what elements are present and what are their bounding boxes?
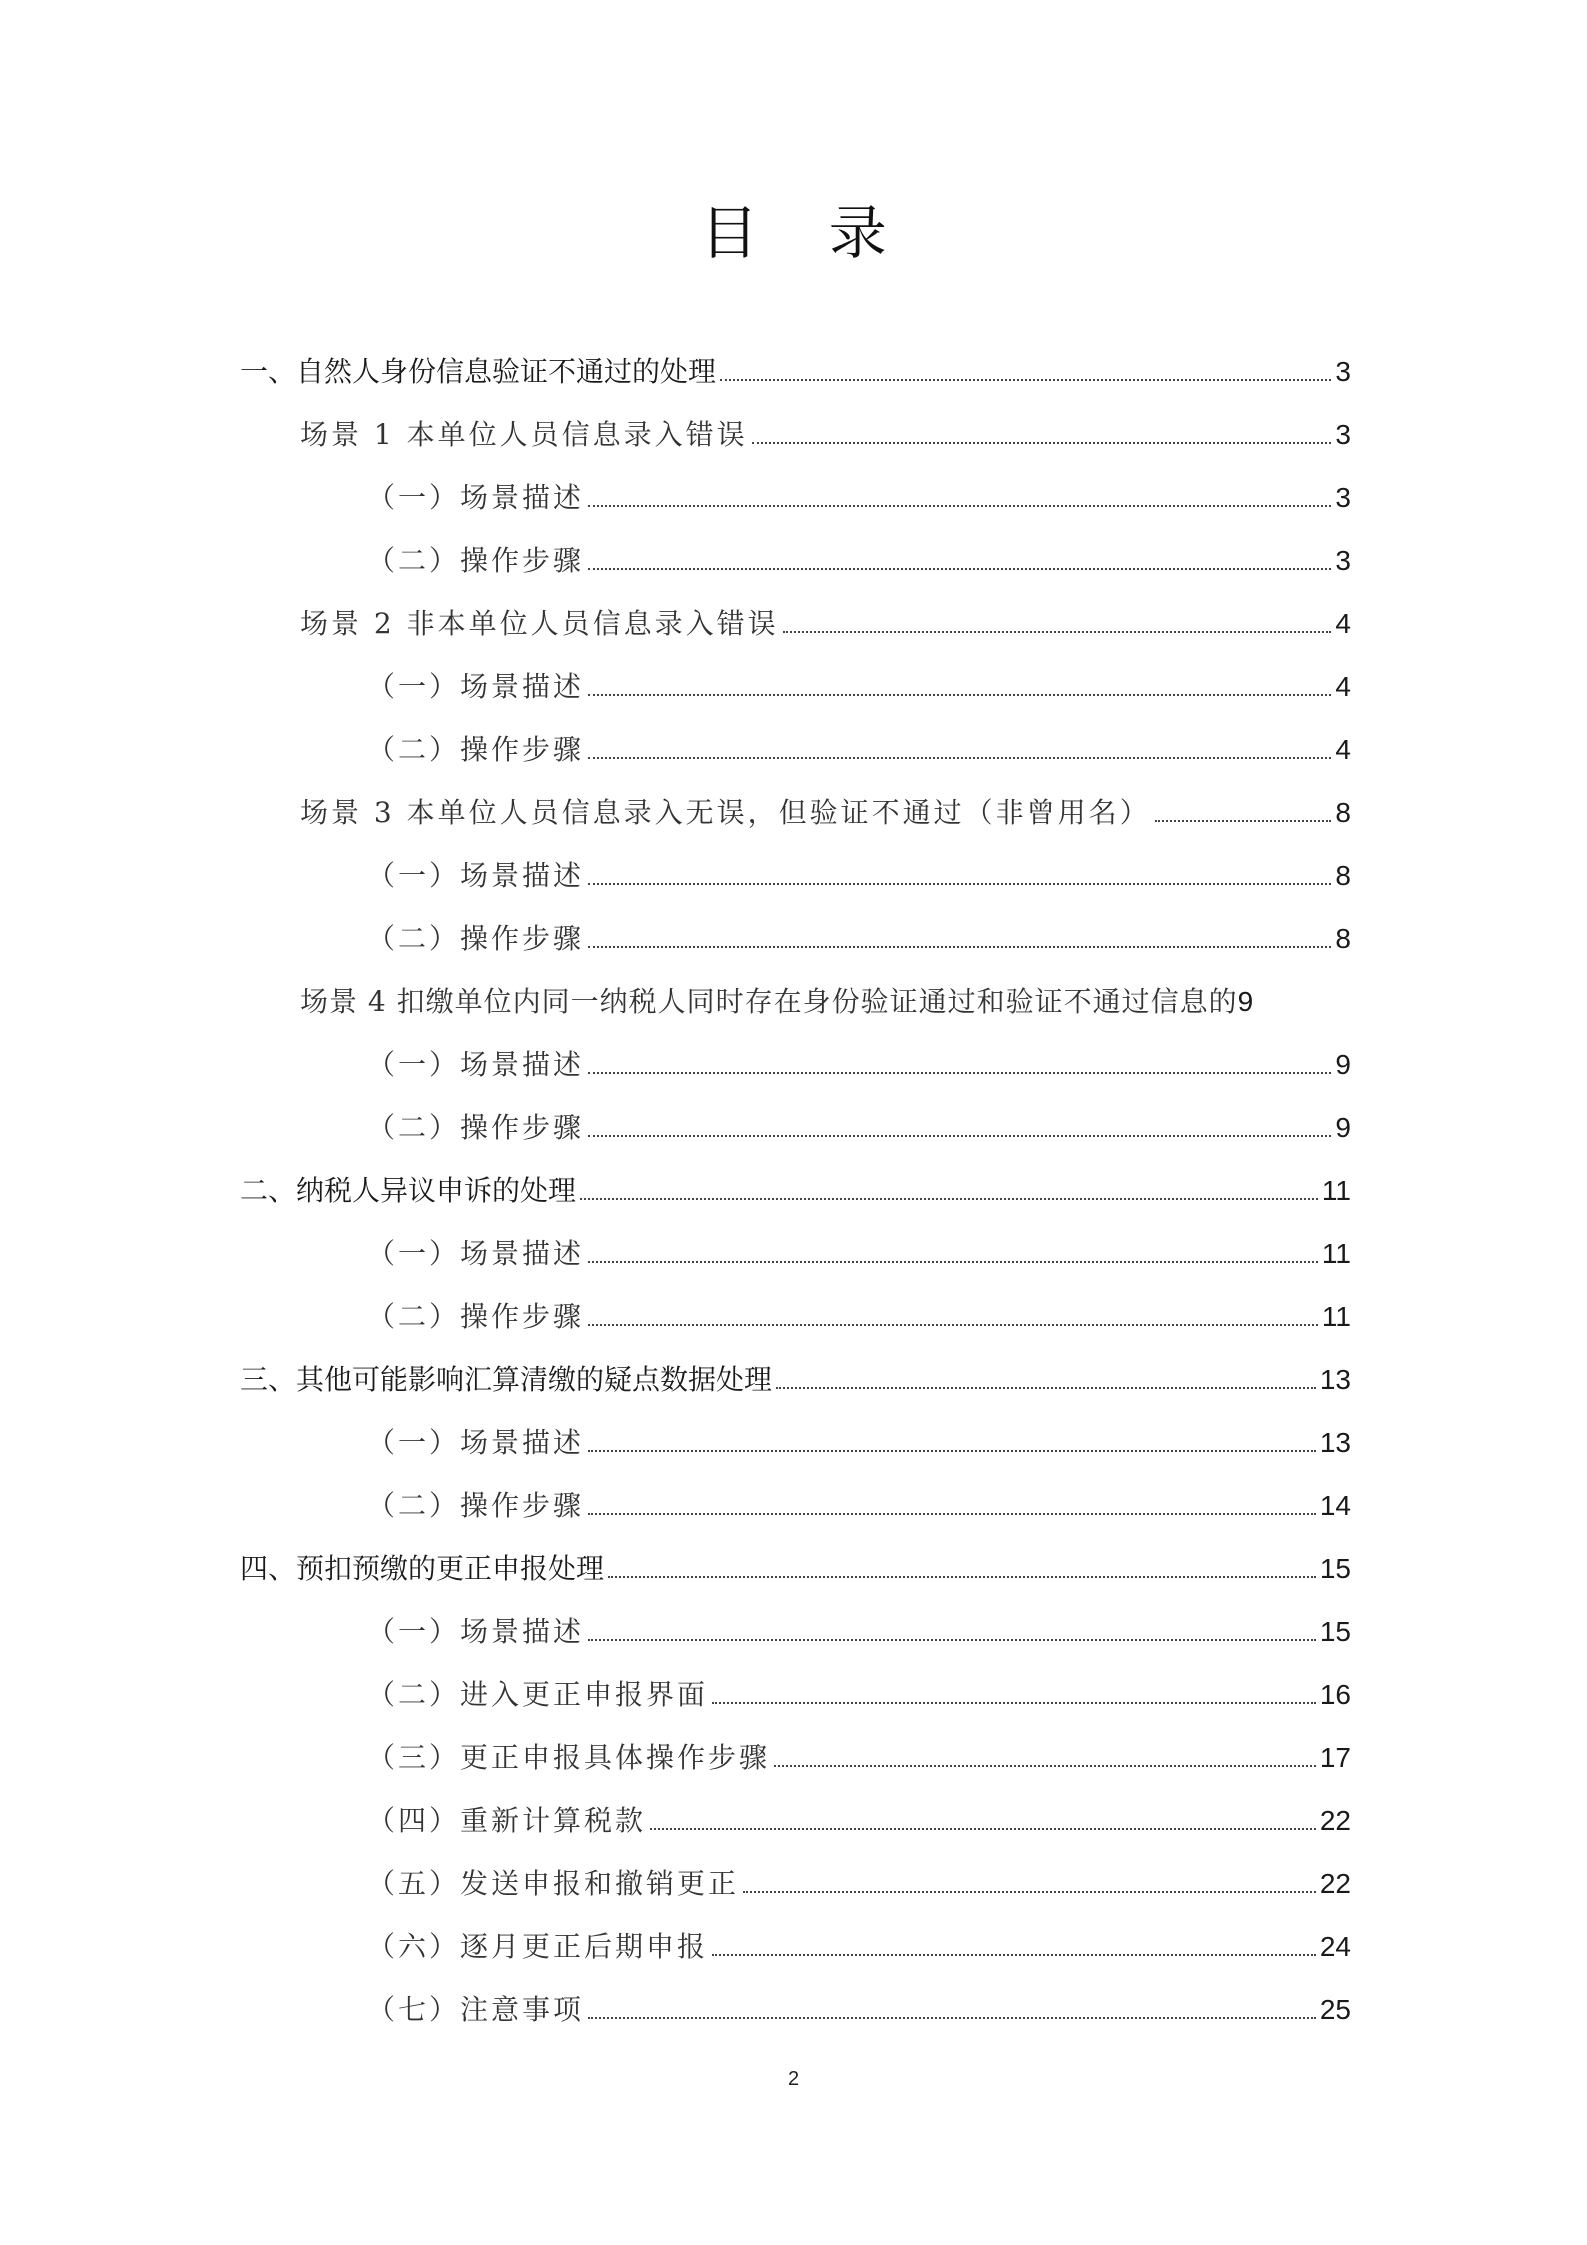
toc-leader-dots [588,2017,1316,2019]
toc-entry-page: 22 [1319,1868,1351,1899]
toc-entry-label: 场景 2 非本单位人员信息录入错误 [300,607,779,640]
toc-entry[interactable] [240,1547,1351,1587]
toc-entry-page: 13 [1319,1427,1351,1458]
toc-leader-dots [712,1954,1316,1956]
toc-entry-label: 三、其他可能影响汇算清缴的疑点数据处理 [240,1363,773,1396]
toc-entry[interactable] [367,1043,1351,1083]
toc-entry-label: （一）场景描述 [367,1048,585,1081]
toc-entry[interactable] [367,1610,1351,1650]
toc-leader-dots [588,1135,1331,1137]
toc-entry-label: （二）操作步骤 [367,544,585,577]
toc-entry[interactable] [367,1736,1351,1776]
page-title: 目 录 [700,199,913,267]
toc-entry[interactable] [367,1484,1351,1524]
toc-entry-page: 11 [1321,1301,1351,1332]
toc-entry-label: （七）注意事项 [367,1993,585,2026]
toc-entry-page: 13 [1319,1364,1351,1395]
toc-entry-label: （二）操作步骤 [367,922,585,955]
toc-entry-page: 3 [1335,419,1351,450]
toc-entry-label: （二）操作步骤 [367,733,585,766]
toc-leader-dots [776,1387,1316,1389]
toc-leader-dots [580,1198,1318,1200]
toc-entry[interactable] [300,413,1351,453]
toc-entry-page: 14 [1319,1490,1351,1521]
toc-entry-label: （三）更正申报具体操作步骤 [367,1741,771,1774]
toc-entry-page: 8 [1335,860,1351,891]
toc-entry-page: 22 [1319,1805,1351,1836]
toc-entry[interactable] [300,602,1351,642]
toc-leader-dots [588,1639,1316,1641]
toc-leader-dots [650,1828,1316,1830]
toc-leader-dots [588,1261,1318,1263]
toc-entry-page: 11 [1321,1238,1351,1269]
toc-entry-page: 17 [1319,1742,1351,1773]
toc-entry-label: 场景 1 本单位人员信息录入错误 [300,418,748,451]
toc-entry[interactable] [367,1295,1351,1335]
toc-entry[interactable] [367,539,1351,579]
toc-entry-page: 11 [1321,1175,1351,1206]
toc-entry-label: （二）操作步骤 [367,1300,585,1333]
toc-entry-label: （一）场景描述 [367,1237,585,1270]
toc-entry-page: 15 [1319,1616,1351,1647]
toc-entry-label: （五）发送申报和撤销更正 [367,1867,740,1900]
toc-entry[interactable] [367,1673,1351,1713]
toc-entry-label: 场景 4 扣缴单位内同一纳税人同时存在身份验证通过和验证不通过信息的 [300,985,1238,1018]
toc-entry-page: 16 [1319,1679,1351,1710]
toc-entry-label: （六）逐月更正后期申报 [367,1930,709,1963]
toc-leader-dots [588,568,1331,570]
toc-leader-dots [588,505,1331,507]
toc-entry[interactable] [240,1358,1351,1398]
toc-entry-label: 四、预扣预缴的更正申报处理 [240,1552,605,1585]
toc-entry-page: 9 [1335,1049,1351,1080]
toc-entry[interactable] [367,1862,1351,1902]
toc-leader-dots [588,1072,1331,1074]
toc-leader-dots [1155,820,1332,822]
toc-entry-label: （一）场景描述 [367,670,585,703]
toc-entry[interactable] [300,980,1351,1020]
toc-entry-label: 一、自然人身份信息验证不通过的处理 [240,355,717,388]
toc-entry-label: （一）场景描述 [367,481,585,514]
toc-leader-dots [743,1891,1316,1893]
toc-leader-dots [783,631,1332,633]
toc-leader-dots [588,946,1331,948]
toc-entry[interactable] [367,1988,1351,2028]
toc-entry[interactable] [367,1799,1351,1839]
toc-leader-dots [774,1765,1316,1767]
toc-entry-page: 3 [1335,545,1351,576]
toc-entry-label: 二、纳税人异议申诉的处理 [240,1174,577,1207]
toc-leader-dots [588,1513,1316,1515]
toc-entry-label: （一）场景描述 [367,1426,585,1459]
toc-entry-page: 9 [1335,1112,1351,1143]
toc-entry-page: 4 [1335,671,1351,702]
toc-entry[interactable] [367,1232,1351,1272]
toc-entry-page: 8 [1335,797,1351,828]
toc-leader-dots [588,1324,1318,1326]
toc-leader-dots [720,379,1331,381]
toc-leader-dots [752,442,1332,444]
toc-entry[interactable] [300,791,1351,831]
toc-entry-page: 9 [1237,986,1254,1017]
toc-leader-dots [588,1450,1316,1452]
toc-leader-dots [588,694,1331,696]
toc-entry-page: 8 [1335,923,1351,954]
toc-entry-page: 4 [1335,608,1351,639]
toc-entry-label: （二）进入更正申报界面 [367,1678,709,1711]
toc-entry-label: （四）重新计算税款 [367,1804,647,1837]
toc-entry-page: 3 [1335,356,1351,387]
toc-entry[interactable] [367,854,1351,894]
toc-leader-dots [608,1576,1316,1578]
toc-entry-label: （二）操作步骤 [367,1489,585,1522]
toc-entry-label: 场景 3 本单位人员信息录入无误，但验证不通过（非曾用名） [300,796,1151,829]
toc-entry-label: （一）场景描述 [367,1615,585,1648]
toc-entry-page: 24 [1319,1931,1351,1962]
toc-leader-dots [588,757,1331,759]
toc-leader-dots [588,883,1331,885]
page-number: 2 [787,2068,800,2090]
toc-entry[interactable] [367,728,1351,768]
toc-entry-page: 15 [1319,1553,1351,1584]
toc-entry-page: 3 [1335,482,1351,513]
toc-entry[interactable] [367,1421,1351,1461]
toc-entry-page: 4 [1335,734,1351,765]
toc-entry[interactable] [240,350,1351,390]
toc-entry[interactable] [240,1169,1351,1209]
toc-entry[interactable] [367,1925,1351,1965]
toc-entry[interactable] [367,665,1351,705]
toc-entry-page: 25 [1319,1994,1351,2025]
toc-leader-dots [712,1702,1316,1704]
toc-entry[interactable] [367,476,1351,516]
toc-entry-label: （二）操作步骤 [367,1111,585,1144]
toc-entry-label: （一）场景描述 [367,859,585,892]
toc-entry[interactable] [367,1106,1351,1146]
toc-entry[interactable] [367,917,1351,957]
